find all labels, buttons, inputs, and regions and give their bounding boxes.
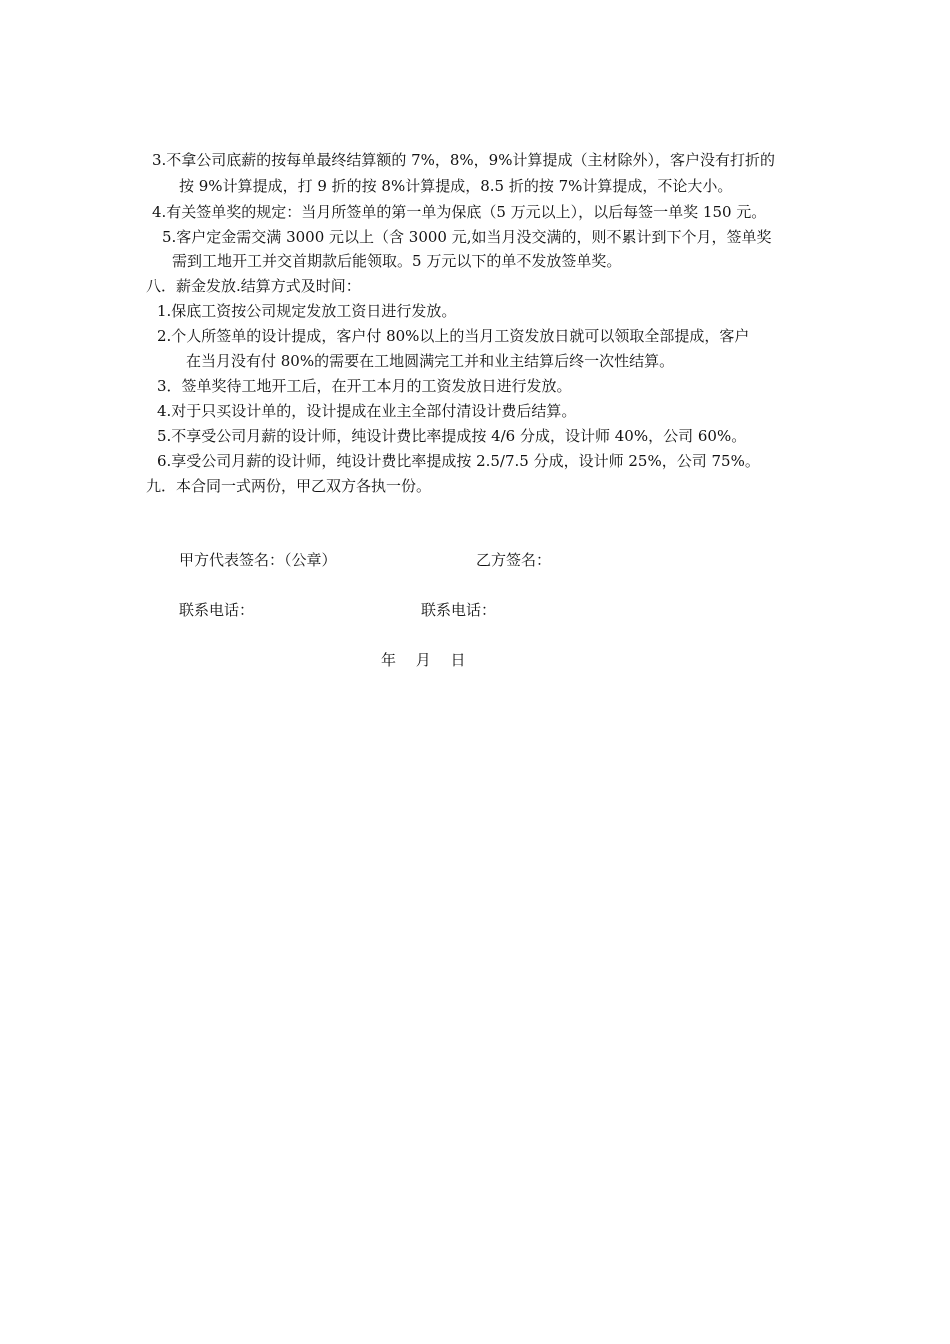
party-b-signature-label: 乙方签名： [476, 551, 552, 569]
clause-5-line-2: 需到工地开工并交首期款后能领取。5 万元以下的单不发放签单奖。 [172, 252, 622, 270]
clause-3-line-2: 按 9%计算提成，打 9 折的按 8%计算提成，8.5 折的按 7%计算提成，不论大小。 [179, 177, 733, 195]
section-8-item-2-line-1: 2.个人所签单的设计提成，客户付 80%以上的当月工资发放日就可以领取全部提成，客户 [157, 327, 750, 345]
section-9-heading: 九．本合同一式两份，甲乙双方各执一份。 [146, 477, 432, 495]
section-8-heading: 八．薪金发放.结算方式及时间： [146, 277, 361, 295]
section-8-item-3: 3．签单奖待工地开工后，在开工本月的工资发放日进行发放。 [157, 377, 572, 395]
clause-3-line-1: 3.不拿公司底薪的按每单最终结算额的 7%，8%，9%计算提成（主材除外），客户没有打折的 [152, 151, 775, 169]
section-8-item-4: 4.对于只买设计单的，设计提成在业主全部付清设计费后结算。 [157, 402, 577, 420]
party-b-phone-label: 联系电话： [421, 601, 497, 619]
party-a-phone-label: 联系电话： [179, 601, 255, 619]
section-8-item-5: 5.不享受公司月薪的设计师，纯设计费比率提成按 4/6 分成，设计师 40%，公司 60%。 [157, 427, 747, 445]
party-a-signature-label: 甲方代表签名：（公章） [179, 551, 337, 569]
section-8-item-6: 6.享受公司月薪的设计师，纯设计费比率提成按 2.5/7.5 分成，设计师 25%，公司 75%。 [157, 452, 760, 470]
section-8-item-1: 1.保底工资按公司规定发放工资日进行发放。 [157, 302, 457, 320]
clause-5-line-1: 5.客户定金需交满 3000 元以上（含 3000 元,如当月没交满的，则不累计到下个月，签单奖 [162, 228, 772, 246]
clause-4: 4.有关签单奖的规定：当月所签单的第一单为保底（5 万元以上），以后每签一单奖 150 元。 [152, 203, 767, 221]
section-8-item-2-line-2: 在当月没有付 80%的需要在工地圆满完工并和业主结算后终一次性结算。 [186, 352, 675, 370]
date-line: 年 月 日 [381, 651, 466, 669]
